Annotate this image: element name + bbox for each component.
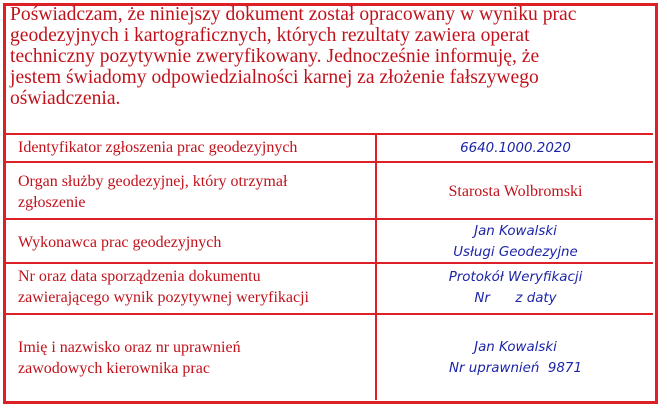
value-line: Nr uprawnień 9871: [449, 361, 582, 376]
label-verification-document: [18, 266, 373, 308]
declaration-text: [10, 4, 650, 109]
value-request-identifier: [378, 138, 653, 159]
declaration-line: jestem świadomy odpowiedzialności karnej za złożenie fałszywego: [10, 67, 539, 88]
label-request-identifier: [18, 137, 373, 158]
declaration-line: oświadczenia.: [10, 88, 121, 109]
label-manager-license: [18, 337, 373, 379]
label-line: zawodowych kierownika prac: [18, 360, 210, 377]
label-line: Wykonawca prac geodezyjnych: [18, 234, 222, 251]
declaration-line: Poświadczam, że niniejszy dokument został opracowany w wyniku prac: [10, 4, 577, 25]
column-divider: [375, 134, 377, 400]
row-divider: [3, 218, 653, 220]
value-line: Jan Kowalski: [474, 224, 557, 239]
table-top-rule: [3, 133, 653, 135]
label-line: zawierającego wynik pozytywnej weryfikacji: [18, 289, 309, 306]
label-line: Identyfikator zgłoszenia prac geodezyjnych: [18, 139, 298, 156]
declaration-line: techniczny pozytywnie zweryfikowany. Jednocześnie informuję, że: [10, 46, 540, 67]
value-line: Usługi Geodezyjne: [453, 245, 578, 260]
row-divider: [3, 313, 653, 315]
value-line: Protokół Weryfikacji: [448, 270, 583, 285]
label-line: Nr oraz data sporządzenia dokumentu: [18, 268, 261, 285]
declaration-line: geodezyjnych i kartograficznych, których rezultaty zawiera operat: [10, 25, 530, 46]
label-line: Organ służby geodezyjnej, który otrzymał: [18, 173, 288, 190]
value-line: Starosta Wolbromski: [448, 183, 583, 200]
value-verification-document: [378, 267, 653, 309]
label-geodetic-authority: [18, 171, 373, 213]
row-divider: [3, 161, 653, 163]
value-line: 6640.1000.2020: [460, 141, 571, 156]
value-line: Nr z daty: [474, 291, 557, 306]
value-manager-license: [378, 337, 653, 379]
value-line: Jan Kowalski: [474, 340, 557, 355]
label-contractor: [18, 232, 373, 253]
value-geodetic-authority: [378, 181, 653, 202]
label-line: zgłoszenie: [18, 194, 86, 211]
value-contractor: [378, 221, 653, 263]
label-line: Imię i nazwisko oraz nr uprawnień: [18, 339, 241, 356]
